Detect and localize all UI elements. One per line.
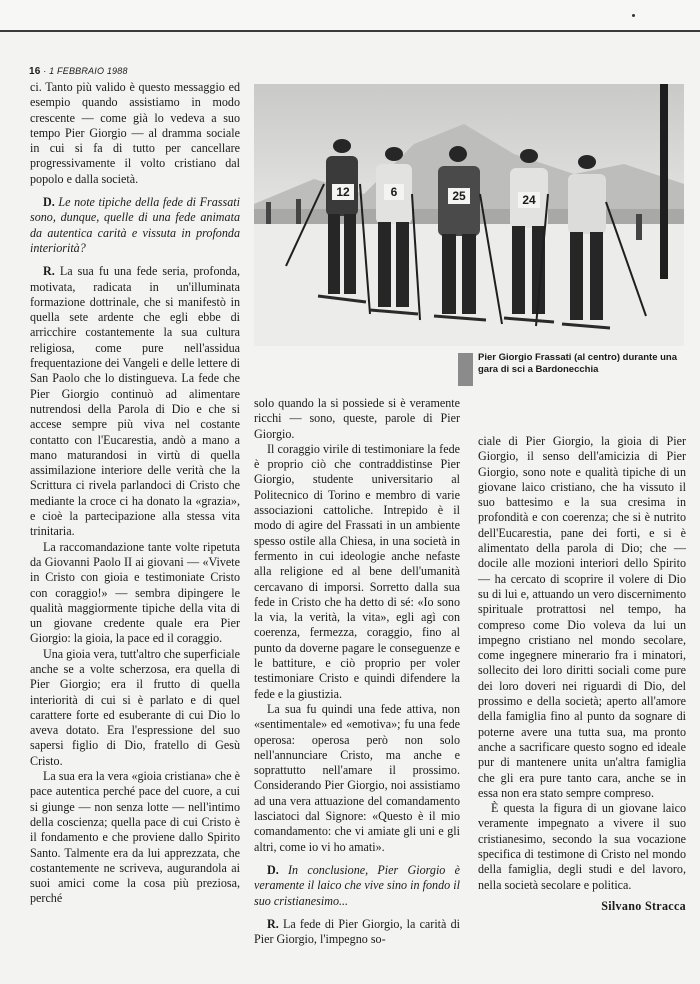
ski-race-photo (254, 84, 684, 346)
question-1 (30, 195, 240, 256)
race-bib (448, 188, 470, 204)
race-bib (518, 192, 540, 208)
race-bib (384, 184, 404, 200)
page-number: 16 (29, 66, 41, 77)
photo-caption: Pier Giorgio Frassati (al centro) durante una gara di sci a Bardonecchia (478, 352, 678, 375)
column-2 (254, 396, 460, 947)
bib-number: 12 (336, 185, 350, 199)
bib-number: 24 (522, 193, 536, 207)
paragraph: Una gioia vera, tutt'altro che superficiale anche se a volte scherzosa, era quella di Pier Giorgio; era il frutto di quella interiorità di cui si è parlato e di quel carattere forte ed esuberante di cui Dio lo aveva dotato. Era l'espressione del suo sapersi figlio di Dio, fratello di Gesù Cristo. (30, 646, 240, 768)
header-rule (0, 30, 700, 32)
answer-1 (30, 264, 240, 539)
question-label: D. (267, 862, 279, 877)
paragraph: È questa la figura di un giovane laico veramente impegnato a vivere il suo cristianesimo, secondo la sua vocazione specifica di testimone di Cristo nel mondo della famiglia, degli studi e del lavoro, nella società secolare e politica. (478, 801, 686, 892)
bib-number: 6 (390, 185, 398, 199)
paragraph: Il coraggio virile di testimoniare la fede è proprio ciò che contraddistinse Pier Giorgio, studente universitario al Politecnico di Torino e membro di varie associazioni cattoliche. Intrepido è il modo di agire del Frassati in un ambiente spesso ostile alla Chiesa, in una società in fermento in cui ideologie anche nefaste alla religione ed al bene dell'umanità cercavano di imporsi. Sorretto dalla sua fede in Cristo che ha detto di sé: «Io sono la via, la verità, la vita», egli agì con coerenza, fermezza, coraggio, fino al punto da doverne pagare le conseguenze e le battiture, e ciò proprio per voler testimoniare Cristo e quindi difendere la fede e la giustizia. (254, 441, 460, 701)
answer-label: R. (43, 264, 55, 279)
answer-2 (254, 917, 460, 948)
caption-marker (458, 353, 473, 386)
author-signature: Silvano Stracca (601, 898, 686, 913)
answer-text: La sua fu una fede seria, profonda, motivata, radicata in un'illuminata formazione dottrinale, che si manifestò in quella sete ardente che egli ebbe di arricchire costantemente la sua cultura religiosa, come pure nell'assidua frequentazione dei Vangeli e delle lettere di San Paolo che lo distingueva. La fede che Pier Giorgio continuò ad alimentare nutrendosi della Parola di Dio e che si accese sempre più viva nel costante contatto con l'Eucarestia, andò a mano a mano maturandosi in virtù di quella assimilazione interiore delle verità che la Scrittura ci rivela parlandoci di Cristo che mediante la croce ci ha donato la «grazia», e cioè la partecipazione alla stessa vita trinitaria. (30, 264, 240, 539)
column-1 (30, 80, 240, 907)
column-3 (478, 434, 686, 914)
race-bib (332, 184, 354, 200)
paragraph: ciale di Pier Giorgio, la gioia di Pier Giorgio, il senso dell'amicizia di Pier Giorgio, sono note e qualità tipiche di un giovane laico cristiano, che ha vissuto il suo battesimo e la sua cresima in profondità e con coerenza; che si è nutrito dell'Eucarestia, pane dei forti, e si è alimentato della parola di Dio; che — docile alle mozioni interiori dello Spirito — ha cercato di scoprire il volere di Dio su di lui e, attuando un vero discernimento spirituale protrattosi nel tempo, ha compreso come Dio voleva da lui un impegno cristiano nel mondo secolare, come ingegnere minerario fra i minatori, sollecito dei loro diritti sociali come pure dei loro doveri nei riguardi di Dio, del prossimo e della società; aperto all'amore della famiglia fino al punto da sognare di poterne avere una tutta sua, ma pronto anche a sacrificare questo sogno ed ideale pur di mantenere unita un'altra famiglia che gli era pure tanto cara, anche se in essa non era stato sempre compreso. (478, 434, 686, 800)
paragraph: La sua fu quindi una fede attiva, non «sentimentale» ed «emotiva»; fu una fede operosa: operosa però non solo nell'annunciare Cristo, ma anche e soprattutto nell'amare il prossimo. Considerando Pier Giorgio, noi assistiamo ad una vera attuazione del comandamento lasciatoci dal Signore: «Questo è il mio comandamento: che vi amiate gli uni e gli altri, come io vi ho amati». (254, 701, 460, 854)
answer-text: La fede di Pier Giorgio, la carità di Pier Giorgio, l'impegno so- (254, 916, 460, 947)
answer-label: R. (267, 916, 279, 931)
issue-date: 1 FEBBRAIO 1988 (49, 66, 128, 76)
photo-illustration (254, 84, 684, 346)
question-text: In conclusione, Pier Giorgio è veramente il laico che vive sino in fondo il suo cristianesimo... (254, 862, 460, 908)
question-label: D. (43, 195, 55, 210)
question-2 (254, 863, 460, 909)
paragraph: ci. Tanto più valido è questo messaggio ed esempio quando assistiamo in modo crescente — come già lo vedeva a suo tempo Pier Giorgio — al dramma sociale in cui si fa di tutto per cancellare progressivamente il volto cristiano dal popolo e dalla società. (30, 80, 240, 186)
page-folio: 16 · 1 FEBBRAIO 1988 (29, 66, 128, 77)
page-top-margin (0, 0, 700, 30)
paragraph: La sua era la vera «gioia cristiana» che è pace autentica perché pace del cuore, a cui si giunge — non senza lotte — nell'intimo della coscienza; quella pace di cui Cristo è il fondamento e che proviene dallo Spirito Santo. Talmente era da lui apprezzata, che costantemente ne scriveva, augurandola ai suoi amici come la cosa più preziosa, perché (30, 769, 240, 906)
question-text: Le note tipiche della fede di Frassati sono, dunque, quelle di una fede animata da autentica carità e vissuta in profonda interiorità? (30, 195, 240, 255)
print-speck (632, 14, 635, 17)
paragraph: solo quando la si possiede si è veramente ricchi — sono, queste, parole di Pier Giorgio. (254, 396, 460, 441)
bib-number: 25 (452, 189, 466, 203)
paragraph: La raccomandazione tante volte ripetuta da Giovanni Paolo II ai giovani — «Vivete in Cristo con gioia e testimoniate Cristo con coraggio!» — sembra dipingere le qualità maggiormente tipiche della vita di un giovane credente quale era Pier Giorgio: la gioia, la pace ed il coraggio. (30, 539, 240, 646)
